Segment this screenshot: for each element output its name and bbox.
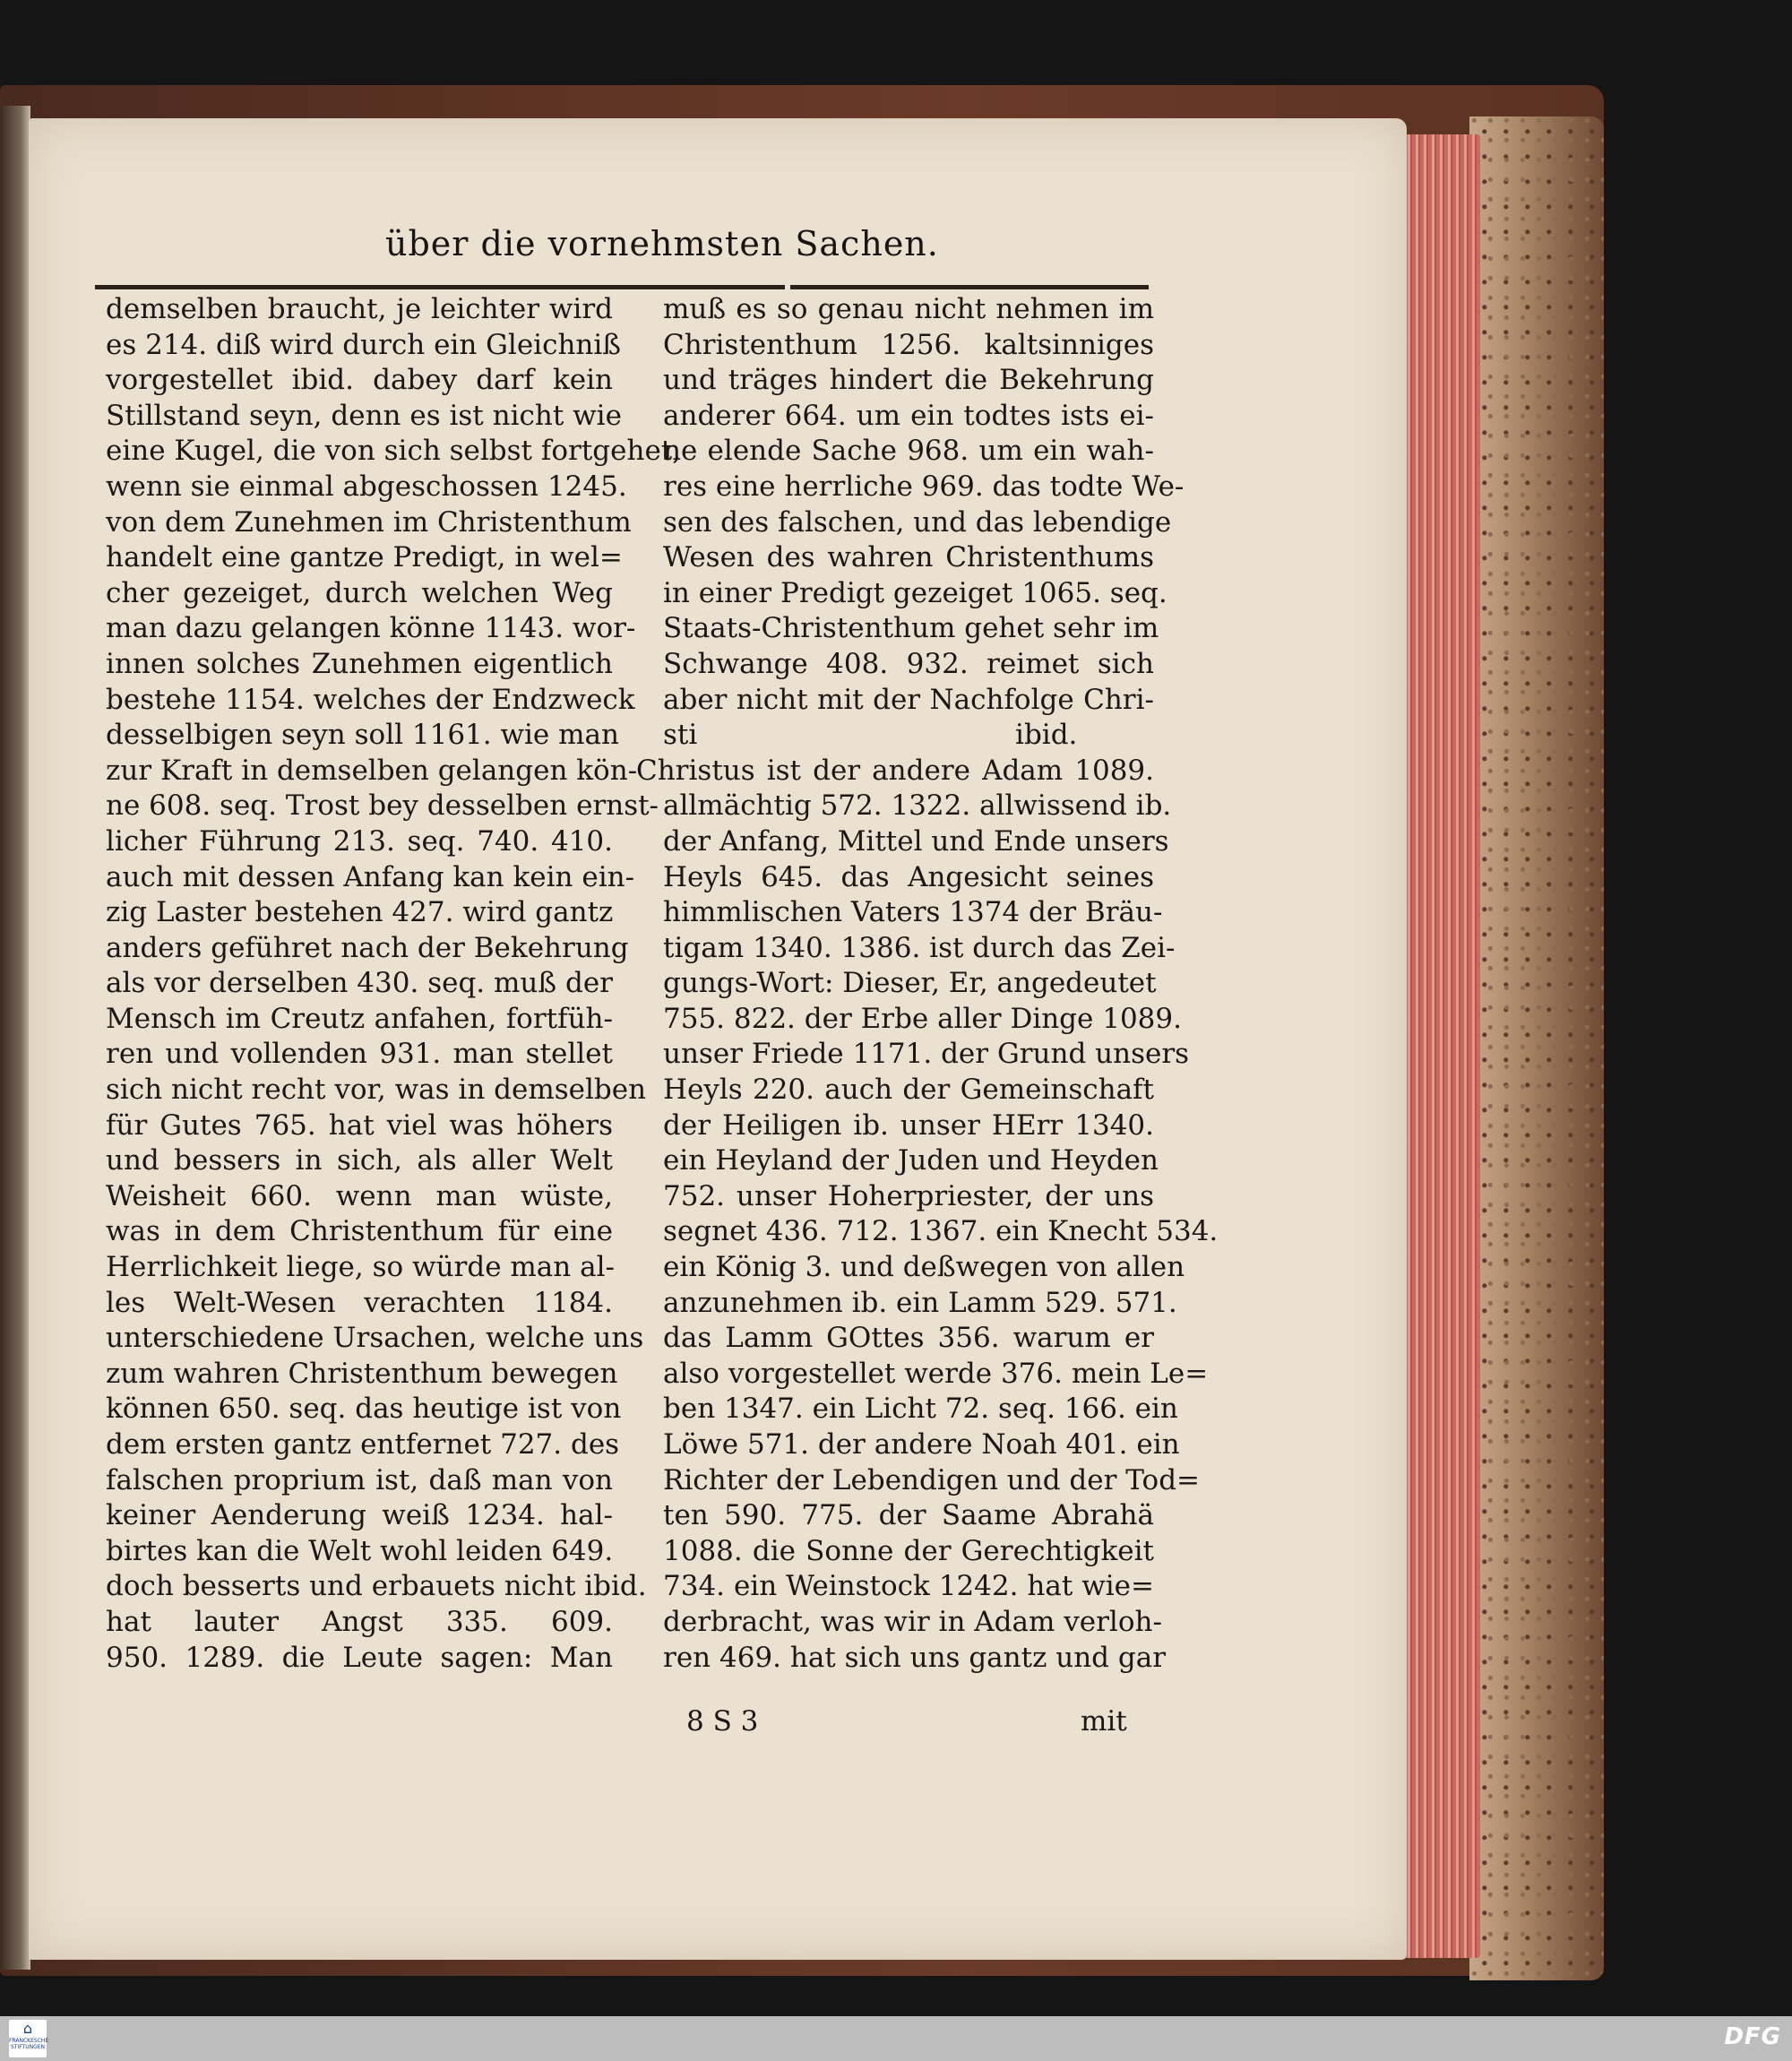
text-line: cher gezeiget, durch welchen Weg [106,576,613,609]
text-line: ne elende Sache 968. um ein wah- [663,435,1154,468]
text-line: in einer Predigt gezeiget 1065. seq. [663,576,1167,609]
text-line: Richter der Lebendigen und der Tod= [663,1463,1201,1496]
text-line: desselbigen seyn soll 1161. wie man [106,719,619,752]
institution-logo [9,2020,47,2057]
text-line: dem ersten gantz entfernet 727. des [106,1428,620,1461]
header-rule-left [95,285,785,289]
text-line: das Lamm GOttes 356. warum er [663,1322,1154,1355]
text-line: es 214. diß wird durch ein Gleichniß [106,328,622,361]
text-line: hat lauter Angst 335. 609. [106,1605,613,1638]
text-line: demselben braucht, je leichter wird [106,293,613,325]
text-line: als vor derselben 430. seq. muß der [106,967,613,1000]
text-line: Herrlichkeit liege, so würde man al- [106,1251,615,1284]
text-line: Schwange 408. 932. reimet sich [663,647,1154,680]
text-line: ein König 3. und deßwegen von allen [663,1251,1185,1284]
text-line: anders geführet nach der Bekehrung [106,931,629,964]
text-line: was in dem Christenthum für eine [106,1215,613,1248]
text-line: von dem Zunehmen im Christenthum [106,505,632,539]
text-line: ten 590. 775. der Saame Abrahä [663,1499,1154,1532]
text-line: auch mit dessen Anfang kan kein ein- [106,860,635,893]
text-line: und bessers in sich, als aller Welt [106,1144,613,1177]
book-cover-right-board [1469,116,1604,1980]
text-line: tigam 1340. 1386. ist durch das Zei- [663,931,1176,964]
text-line: falschen proprium ist, daß man von [106,1463,613,1496]
text-line: aber nicht mit der Nachfolge Chri- [663,683,1154,716]
text-line: zur Kraft in demselben gelangen kön- [106,754,638,787]
text-line: keiner Aenderung weiß 1234. hal- [106,1499,613,1532]
text-line: Staats-Christenthum gehet sehr im [663,612,1159,645]
text-line: unterschiedene Ursachen, welche uns [106,1322,644,1355]
facing-page-edge [0,106,30,1970]
text-line: der Anfang, Mittel und Ende unsers [663,824,1169,858]
text-line: Löwe 571. der andere Noah 401. ein [663,1428,1180,1461]
text-line: 752. unser Hoherpriester, der uns [663,1179,1154,1212]
running-header: über die vornehmsten Sachen. [385,224,939,263]
text-line: ren und vollenden 931. man stellet [106,1038,613,1071]
text-line: Heyls 220. auch der Gemeinschaft [663,1074,1154,1107]
text-line: zig Laster bestehen 427. wird gantz [106,896,614,929]
institution-logo-mark: ⌂ [22,2020,33,2037]
text-line: vorgestellet ibid. dabey darf kein [106,364,613,397]
text-line: Wesen des wahren Christenthums [663,541,1154,574]
text-line: also vorgestellet werde 376. mein Le= [663,1357,1209,1390]
text-line: 950. 1289. die Leute sagen: Man [106,1641,613,1674]
viewer-footer-bar [0,2016,1792,2061]
text-line: Stillstand seyn, denn es ist nicht wie [106,399,622,432]
printer-signature: 8 S 3 [686,1705,759,1738]
text-line: allmächtig 572. 1322. allwissend ib. [663,789,1172,823]
text-line: wenn sie einmal abgeschossen 1245. [106,470,627,503]
text-line: Christus ist der andere Adam 1089. [636,754,1154,787]
text-line: ein Heyland der Juden und Heyden [663,1144,1159,1177]
text-line: handelt eine gantze Predigt, in wel= [106,541,623,574]
text-line: Weisheit 660. wenn man wüste, [106,1179,613,1212]
text-line: derbracht, was wir in Adam verloh- [663,1605,1162,1638]
text-line: eine Kugel, die von sich selbst fortgehet, [106,435,682,468]
text-line: Heyls 645. das Angesicht seines [663,860,1154,893]
text-line: ren 469. hat sich uns gantz und gar [663,1641,1167,1674]
text-line: bestehe 1154. welches der Endzweck [106,683,635,716]
text-line: 1088. die Sonne der Gerechtigkeit [663,1534,1154,1567]
text-line: der Heiligen ib. unser HErr 1340. [663,1108,1154,1142]
header-rule-right [790,285,1149,289]
catchword: mit [1081,1705,1127,1738]
text-line: gungs-Wort: Dieser, Er, angedeutet [663,967,1157,1000]
text-line: res eine herrliche 969. das todte We- [663,470,1185,503]
text-column-left [106,292,682,1676]
dfg-logo: DFG [1724,2023,1781,2050]
text-line: sen des falschen, und das lebendige [663,505,1172,539]
text-line: birtes kan die Welt wohl leiden 649. [106,1534,614,1567]
text-line: ne 608. seq. Trost bey desselben ernst- [106,789,659,823]
text-line: unser Friede 1171. der Grund unsers [663,1038,1190,1071]
text-line: doch besserts und erbauets nicht ibid. [106,1570,647,1603]
text-line: licher Führung 213. seq. 740. 410. [106,824,613,858]
text-line: les Welt-Wesen verachten 1184. [106,1286,613,1319]
text-line: himmlischen Vaters 1374 der Bräu- [663,896,1163,929]
institution-logo-text: FRANCKESCHE STIFTUNGEN [9,2038,49,2050]
text-line: anzunehmen ib. ein Lamm 529. 571. [663,1286,1177,1319]
text-line: 734. ein Weinstock 1242. hat wie= [663,1570,1154,1603]
text-line: 755. 822. der Erbe aller Dinge 1089. [663,1002,1182,1035]
text-line: sich nicht recht vor, was in demselben [106,1074,647,1107]
text-line: und träges hindert die Bekehrung [663,364,1154,397]
text-line: innen solches Zunehmen eigentlich [106,647,613,680]
text-line: ben 1347. ein Licht 72. seq. 166. ein [663,1393,1178,1426]
text-line: zum wahren Christenthum bewegen [106,1357,618,1390]
text-line: sti ibid. [663,719,1078,752]
text-column-right [636,292,1219,1676]
text-line: für Gutes 765. hat viel was höhers [106,1108,613,1142]
text-line: muß es so genau nicht nehmen im [663,293,1154,325]
text-line: segnet 436. 712. 1367. ein Knecht 534. [663,1215,1219,1248]
text-line: können 650. seq. das heutige ist von [106,1393,622,1426]
text-line: Christenthum 1256. kaltsinniges [663,328,1154,361]
text-line: anderer 664. um ein todtes ists ei- [663,399,1154,432]
page-edges [1396,134,1480,1958]
text-line: Mensch im Creutz anfahen, fortfüh- [106,1002,613,1035]
text-line: man dazu gelangen könne 1143. wor- [106,612,636,645]
